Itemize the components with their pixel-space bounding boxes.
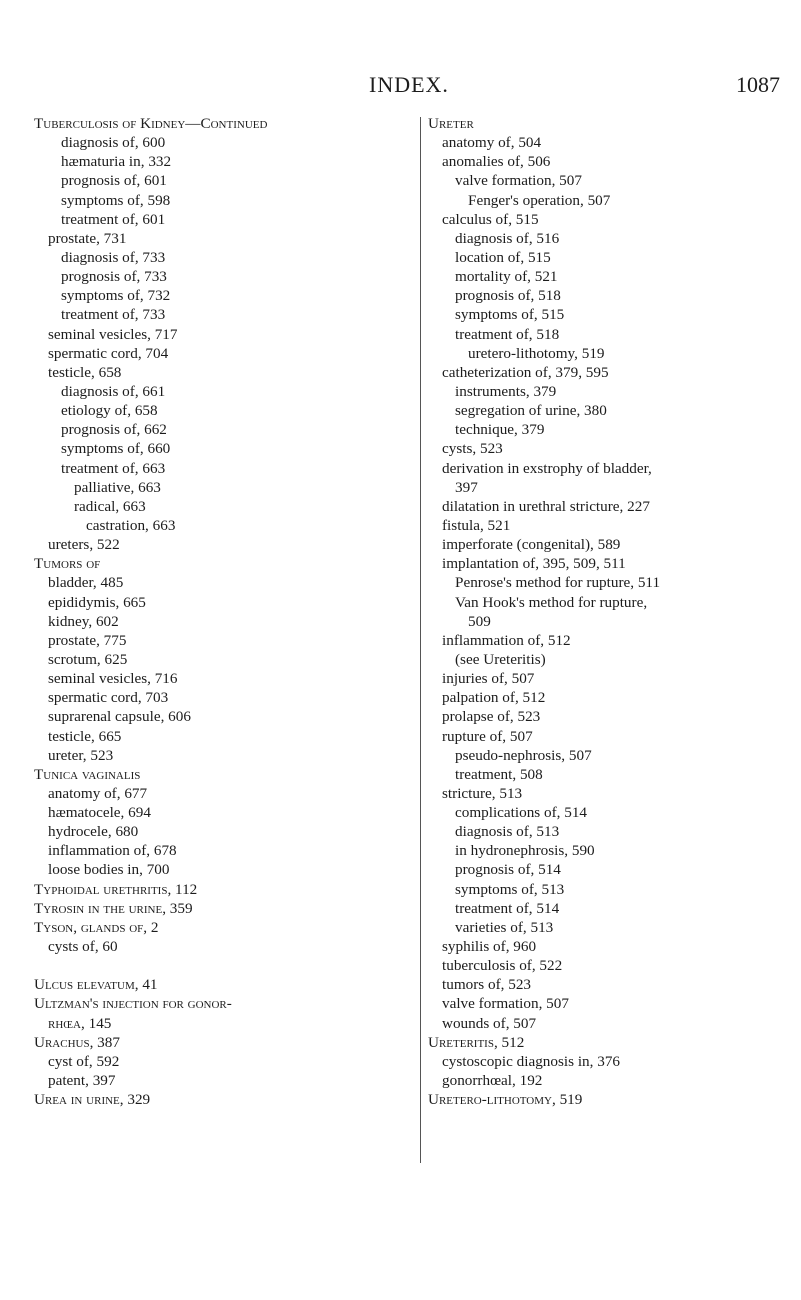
index-entry: kidney, 602 xyxy=(48,612,119,630)
index-entry: radical, 663 xyxy=(74,497,146,515)
index-entry: gonorrhœal, 192 xyxy=(442,1072,543,1090)
running-title: INDEX. xyxy=(369,72,449,97)
index-entry: rhœa, 145 xyxy=(48,1014,112,1032)
index-entry: 397 xyxy=(455,478,478,496)
index-heading: Typhoidal urethritis, 112 xyxy=(34,880,198,898)
index-entry: diagnosis of, 661 xyxy=(61,382,166,400)
index-entry: spermatic cord, 703 xyxy=(48,689,169,707)
index-entry: diagnosis of, 733 xyxy=(61,248,166,266)
index-entry: fistula, 521 xyxy=(442,516,511,534)
index-entry: symptoms of, 598 xyxy=(61,191,171,209)
index-entry: imperforate (congenital), 589 xyxy=(442,536,621,554)
index-column-left xyxy=(34,114,419,1109)
index-entry: symptoms of, 660 xyxy=(61,440,171,458)
index-entry: syphilis of, 960 xyxy=(442,938,537,956)
index-entry: diagnosis of, 513 xyxy=(455,823,560,841)
index-heading: Tyson, glands of, 2 xyxy=(34,918,159,936)
index-entry: spermatic cord, 704 xyxy=(48,344,169,362)
index-entry: palliative, 663 xyxy=(74,478,161,496)
index-heading: Ulcus elevatum, 41 xyxy=(34,976,158,994)
index-entry: bladder, 485 xyxy=(48,574,124,592)
index-entry: catheterization of, 379, 595 xyxy=(442,363,609,381)
index-entry: etiology of, 658 xyxy=(61,402,158,420)
index-entry: technique, 379 xyxy=(455,421,545,439)
index-entry: palpation of, 512 xyxy=(442,689,546,707)
index-entry: inflammation of, 678 xyxy=(48,842,177,860)
index-entry: hydrocele, 680 xyxy=(48,823,139,841)
index-heading: Tyrosin in the urine, 359 xyxy=(34,899,193,917)
index-entry: (see Ureteritis) xyxy=(455,650,546,668)
index-entry: varieties of, 513 xyxy=(455,918,554,936)
index-heading: Ureter xyxy=(428,115,474,132)
index-entry: suprarenal capsule, 606 xyxy=(48,708,191,726)
blank-line xyxy=(34,956,419,975)
index-entry: wounds of, 507 xyxy=(442,1014,537,1032)
index-entry: cysts of, 60 xyxy=(48,938,118,956)
index-entry: seminal vesicles, 716 xyxy=(48,670,178,688)
index-entry: pseudo-nephrosis, 507 xyxy=(455,746,592,764)
index-entry: symptoms of, 732 xyxy=(61,287,171,305)
index-entry: castration, 663 xyxy=(86,516,176,534)
index-entry: cystoscopic diagnosis in, 376 xyxy=(442,1052,621,1070)
index-heading: Uretero-lithotomy, 519 xyxy=(428,1091,583,1109)
index-entry: injuries of, 507 xyxy=(442,670,535,688)
index-entry: valve formation, 507 xyxy=(442,995,569,1013)
index-entry: valve formation, 507 xyxy=(455,172,582,190)
index-entry: stricture, 513 xyxy=(442,784,523,802)
index-entry: prognosis of, 733 xyxy=(61,268,167,286)
index-entry: complications of, 514 xyxy=(455,804,588,822)
index-entry: calculus of, 515 xyxy=(442,210,539,228)
index-entry: prostate, 731 xyxy=(48,229,127,247)
index-column-right xyxy=(428,114,780,1109)
index-entry: symptoms of, 513 xyxy=(455,880,565,898)
index-entry: in hydronephrosis, 590 xyxy=(455,842,595,860)
index-entry: testicle, 658 xyxy=(48,363,122,381)
index-entry: Van Hook's method for rupture, xyxy=(455,593,648,611)
index-entry: cysts, 523 xyxy=(442,440,503,458)
index-entry: prognosis of, 514 xyxy=(455,861,561,879)
index-entry: dilatation in urethral stricture, 227 xyxy=(442,497,650,515)
index-entry: mortality of, 521 xyxy=(455,268,558,286)
index-entry: prognosis of, 518 xyxy=(455,287,561,305)
index-entry: ureter, 523 xyxy=(48,746,114,764)
index-entry: diagnosis of, 516 xyxy=(455,229,560,247)
index-entry: anomalies of, 506 xyxy=(442,153,551,171)
index-entry: tumors of, 523 xyxy=(442,976,532,994)
index-entry: hæmatocele, 694 xyxy=(48,804,151,822)
page-number: 1087 xyxy=(736,72,780,97)
index-entry: loose bodies in, 700 xyxy=(48,861,170,879)
index-heading: Urea in urine, 329 xyxy=(34,1091,151,1109)
index-entry: ureters, 522 xyxy=(48,536,120,554)
index-entry: prognosis of, 601 xyxy=(61,172,167,190)
index-heading: Tunica vaginalis xyxy=(34,765,141,783)
index-heading: Urachus, 387 xyxy=(34,1033,120,1051)
index-entry: uretero-lithotomy, 519 xyxy=(468,344,605,362)
index-entry: patent, 397 xyxy=(48,1072,116,1090)
index-heading: Tuberculosis of Kidney—Continued xyxy=(34,115,268,132)
index-entry: treatment, 508 xyxy=(455,765,543,783)
column-divider xyxy=(420,117,421,1163)
index-entry: anatomy of, 504 xyxy=(442,134,542,152)
index-heading: Tumors of xyxy=(34,555,101,573)
index-entry: Penrose's method for rupture, 511 xyxy=(455,574,661,592)
index-entry: treatment of, 514 xyxy=(455,899,560,917)
index-entry: Fenger's operation, 507 xyxy=(468,191,611,209)
index-entry: instruments, 379 xyxy=(455,382,557,400)
index-entry: testicle, 665 xyxy=(48,727,122,745)
index-entry: hæmaturia in, 332 xyxy=(61,153,172,171)
index-entry: diagnosis of, 600 xyxy=(61,134,166,152)
index-entry: prolapse of, 523 xyxy=(442,708,541,726)
index-entry: segregation of urine, 380 xyxy=(455,402,607,420)
index-entry: rupture of, 507 xyxy=(442,727,533,745)
index-entry: derivation in exstrophy of bladder, xyxy=(442,459,652,477)
index-entry: tuberculosis of, 522 xyxy=(442,957,563,975)
index-heading: Ultzman's injection for gonor- xyxy=(34,995,232,1013)
index-entry: scrotum, 625 xyxy=(48,650,128,668)
index-entry: prognosis of, 662 xyxy=(61,421,167,439)
index-entry: seminal vesicles, 717 xyxy=(48,325,178,343)
index-entry: treatment of, 663 xyxy=(61,459,166,477)
index-entry: epididymis, 665 xyxy=(48,593,146,611)
index-entry: cyst of, 592 xyxy=(48,1052,120,1070)
index-entry: treatment of, 733 xyxy=(61,306,166,324)
index-heading: Ureteritis, 512 xyxy=(428,1033,525,1051)
index-entry: implantation of, 395, 509, 511 xyxy=(442,555,626,573)
index-entry: 509 xyxy=(468,612,491,630)
page-header xyxy=(0,72,801,102)
index-entry: prostate, 775 xyxy=(48,631,127,649)
index-entry: inflammation of, 512 xyxy=(442,631,571,649)
index-entry: anatomy of, 677 xyxy=(48,784,148,802)
index-entry: treatment of, 518 xyxy=(455,325,560,343)
index-entry: location of, 515 xyxy=(455,248,551,266)
index-entry: symptoms of, 515 xyxy=(455,306,565,324)
index-entry: treatment of, 601 xyxy=(61,210,166,228)
